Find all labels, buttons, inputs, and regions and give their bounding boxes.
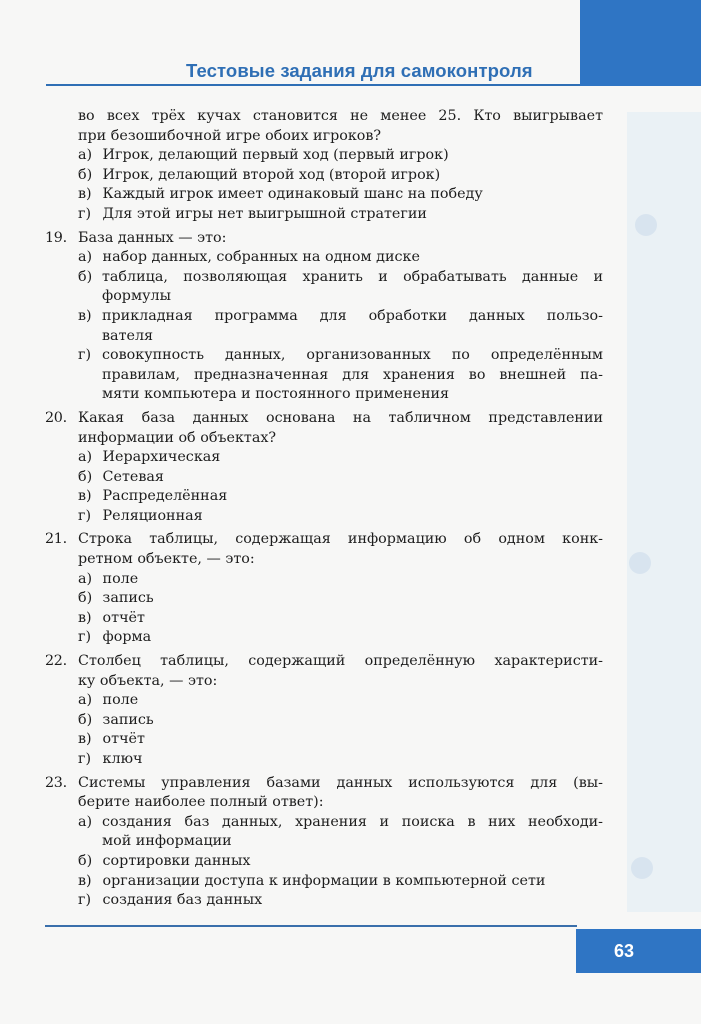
option-label: б)	[78, 711, 93, 728]
option-text: Каждый игрок имеет одинаковый шанс на победу	[102, 186, 483, 203]
option-text: Для этой игры нет выигрышной стратегии	[102, 205, 427, 222]
question-number: 21.	[45, 531, 67, 548]
option-text: поле	[102, 570, 139, 587]
option-label: а)	[78, 692, 93, 709]
option-label: а)	[78, 813, 93, 830]
test-questions	[45, 107, 603, 911]
option-text: отчёт	[102, 609, 145, 626]
option-label: б)	[78, 268, 93, 285]
option-label: г)	[78, 751, 92, 767]
header-divider	[46, 84, 580, 86]
answer-option	[45, 589, 603, 609]
answer-option	[45, 248, 603, 268]
header-tab-decoration	[580, 0, 701, 86]
option-text: отчёт	[102, 731, 145, 748]
question-text: Столбец таблицы, содержащий определённую характеристи-	[78, 653, 603, 670]
answer-option	[45, 448, 603, 468]
question-text: Какая база данных основана на табличном представлении	[78, 409, 603, 426]
option-text: организации доступа к информации в компьютерной сети	[102, 872, 546, 889]
option-label: б)	[78, 468, 93, 485]
question-text-line	[45, 229, 603, 249]
question-continuation	[45, 107, 603, 225]
option-label: в)	[78, 488, 92, 505]
question-stem	[45, 774, 603, 813]
option-label: а)	[78, 249, 93, 266]
option-text: набор данных, собранных на одном диске	[102, 249, 420, 266]
answer-option	[45, 185, 603, 205]
question-stem	[45, 652, 603, 691]
option-text: вателя	[102, 327, 154, 344]
option-text: поле	[102, 692, 139, 709]
decorative-dot	[635, 214, 657, 236]
option-label: в)	[78, 307, 92, 324]
option-text: Игрок, делающий второй ход (второй игрок)	[102, 166, 441, 183]
option-text: Распределённая	[102, 488, 228, 505]
answer-option	[45, 570, 603, 590]
question-text: ретном объекте, — это:	[78, 551, 255, 568]
question-text-line: во всех трёх кучах становится не менее 25. Кто выигрывает	[78, 108, 603, 124]
option-text: таблица, позволяющая хранить и обрабатывать данные и	[102, 268, 603, 285]
answer-option	[45, 852, 603, 872]
option-text: Сетевая	[102, 468, 164, 485]
answer-option	[45, 609, 603, 629]
question-number: 22.	[45, 653, 67, 670]
option-label: г)	[78, 205, 92, 222]
answer-option	[45, 468, 603, 488]
page-number: 63	[613, 941, 635, 961]
answer-option	[45, 872, 603, 892]
question-22	[45, 652, 603, 770]
question-23	[45, 774, 603, 911]
option-label: а)	[78, 147, 93, 164]
option-label: в)	[78, 731, 92, 748]
option-label: в)	[78, 609, 92, 626]
decorative-dot	[629, 552, 651, 574]
question-text: информации об объектах?	[78, 429, 277, 446]
answer-option	[45, 507, 603, 527]
question-stem	[45, 409, 603, 448]
answer-option	[45, 730, 603, 750]
question-text-line: при безошибочной игре обоих игроков?	[78, 127, 382, 144]
option-text: Иерархическая	[102, 449, 221, 466]
question-number: 20.	[45, 409, 67, 426]
answer-option	[45, 268, 603, 307]
answer-option	[45, 813, 603, 852]
option-label: б)	[78, 852, 93, 869]
option-text: сортировки данных	[102, 852, 251, 869]
option-label: а)	[78, 570, 93, 587]
option-text: совокупность данных, организованных по определённым	[102, 347, 603, 364]
footer-divider	[45, 925, 577, 927]
option-text: ключ	[102, 751, 143, 767]
option-text: Реляционная	[102, 507, 203, 524]
option-text: мяти компьютера и постоянного применения	[102, 386, 450, 403]
answer-option	[45, 691, 603, 711]
option-label: в)	[78, 186, 92, 203]
option-text: правилам, предназначенная для хранения во внешней па-	[102, 366, 603, 383]
answer-option	[45, 166, 603, 186]
answer-option	[45, 891, 603, 911]
question-text: берите наиболее полный ответ):	[78, 794, 324, 811]
answer-option	[45, 205, 603, 225]
option-text: создания баз данных, хранения и поиска в них необходи-	[102, 813, 603, 830]
option-text: создания баз данных	[102, 892, 263, 909]
option-text: формулы	[102, 288, 171, 305]
answer-option	[45, 307, 603, 346]
answer-option	[45, 711, 603, 731]
option-label: г)	[78, 629, 92, 646]
option-label: в)	[78, 872, 92, 889]
option-label: г)	[78, 507, 92, 524]
option-label: г)	[78, 347, 92, 364]
question-20	[45, 409, 603, 527]
option-text: запись	[102, 590, 154, 607]
question-text: Строка таблицы, содержащая информацию об одном конк-	[78, 531, 603, 548]
question-text: Системы управления базами данных используются для (вы-	[78, 774, 603, 791]
question-stem	[45, 530, 603, 569]
option-text: форма	[102, 629, 152, 646]
option-text: прикладная программа для обработки данных пользо-	[102, 307, 603, 324]
section-title: Тестовые задания для самоконтроля	[186, 60, 533, 81]
answer-option	[45, 346, 603, 405]
answer-option	[45, 146, 603, 166]
question-21	[45, 530, 603, 648]
option-label: б)	[78, 166, 93, 183]
question-number: 19.	[45, 229, 67, 246]
question-19	[45, 229, 603, 405]
option-label: г)	[78, 892, 92, 909]
question-number: 23.	[45, 774, 67, 791]
question-text: База данных — это:	[78, 229, 227, 246]
answer-option	[45, 750, 603, 770]
option-label: а)	[78, 449, 93, 466]
option-text: запись	[102, 711, 154, 728]
answer-option	[45, 628, 603, 648]
answer-option	[45, 487, 603, 507]
question-text: ку объекта, — это:	[78, 672, 218, 689]
decorative-dot	[631, 857, 653, 879]
option-text: Игрок, делающий первый ход (первый игрок)	[102, 147, 449, 164]
option-label: б)	[78, 590, 93, 607]
side-margin-strip	[627, 112, 701, 912]
option-text: мой информации	[102, 833, 232, 850]
